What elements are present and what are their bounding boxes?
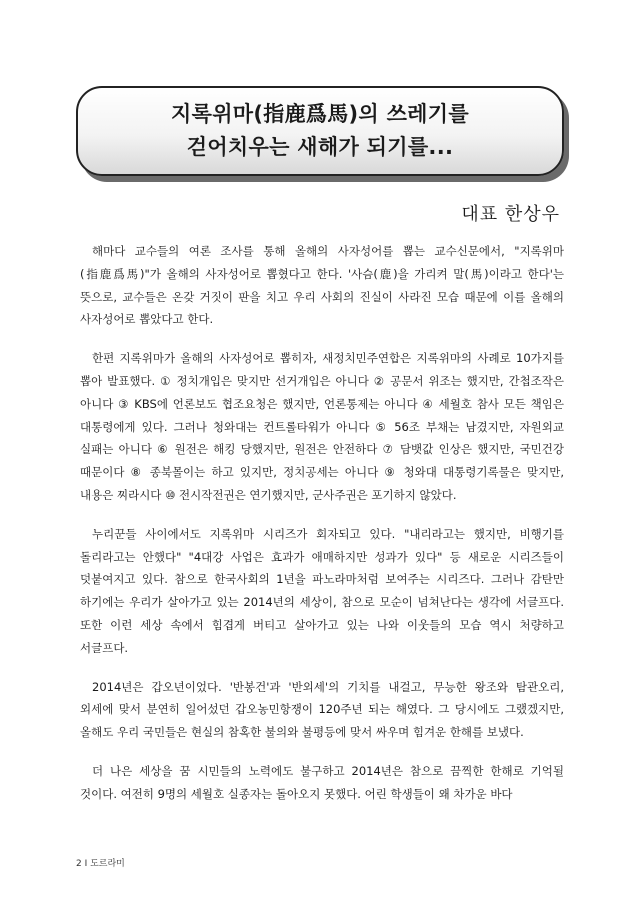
paragraph-3: 누리꾼들 사이에서도 지록위마 시리즈가 회자되고 있다. "내리라고는 했지만, 비행기를 돌리라고는 안했다" "4대강 사업은 효과가 애매하지만 성과가 있다" 등 새로운 시리즈들이 덧붙여지고 있다. 참으로 한국사회의 1년을 파노라마처럼 보여주는 시리즈다. 그러나 감탄만 하기에는 우리가 살아가고 있는 2014년의 세상이, 참으로 모순이 넘쳐난다는 생각에 서글프다. 또한 이런 세상 속에서 힘겹게 버티고 살아가고 있는 나와 이웃들의 모습 역시 처량하고 서글프다. — [80, 526, 564, 655]
title-line-1: 지록위마(指鹿爲馬)의 쓰레기를 — [171, 102, 469, 126]
page-footer: 2 I 도르라미 — [76, 859, 125, 869]
title-line-2: 걷어치우는 새해가 되기를... — [186, 135, 454, 159]
title-box — [76, 86, 564, 176]
paragraph-1: 해마다 교수들의 여론 조사를 통해 올해의 사자성어를 뽑는 교수신문에서, "지록위마(指鹿爲馬)"가 올해의 사자성어로 뽑혔다고 한다. '사슴(鹿)을 가리켜 말(馬)이라고 한다'는 뜻으로, 교수들은 온갖 거짓이 판을 치고 우리 사회의 진실이 사라진 모습 때문에 이를 올해의 사자성어로 뽑았다고 한다. — [80, 244, 564, 327]
paragraph-2: 한편 지록위마가 올해의 사자성어로 뽑히자, 새정치민주연합은 지록위마의 사례로 10가지를 뽑아 발표했다. ① 정치개입은 맞지만 선거개입은 아니다 ② 공문서 위조는 했지만, 간첩조작은 아니다 ③ KBS에 언론보도 협조요청은 했지만, 언론통제는 아니다 ④ 세월호 참사 모든 책임은 대통령에게 있다. 그러나 청와대는 컨트롤타워가 아니다 ⑤ 56조 부채는 남겼지만, 자원외교 실패는 아니다 ⑥ 원전은 해킹 당했지만, 원전은 안전하다 ⑦ 담뱃값 인상은 했지만, 국민건강 때문이다 ⑧ 종북몰이는 하고 있지만, 정치공세는 아니다 ⑨ 청와대 대통령기록물은 맞지만, 내용은 찌라시다 ⑩ 전시작전권은 연기했지만, 군사주권은 포기하지 않았다. — [80, 351, 564, 502]
paragraph-4: 2014년은 갑오년이었다. '반봉건'과 '반외세'의 기치를 내걸고, 무능한 왕조와 탐관오리, 외세에 맞서 분연히 일어섰던 갑오농민항쟁이 120주년 되는 해였다. 그 당시에도 그랬겠지만, 올해도 우리 국민들은 현실의 참혹한 불의와 불평등에 맞서 싸우며 힘겨운 한해를 보냈다. — [80, 679, 564, 740]
article-body — [80, 240, 564, 822]
paragraph-5: 더 나은 세상을 꿈 시민들의 노력에도 불구하고 2014년은 참으로 끔찍한 한해로 기억될 것이다. 여전히 9명의 세월호 실종자는 돌아오지 못했다. 어린 학생들이 왜 차가운 바다 — [80, 763, 564, 801]
author-byline: 대표 한상우 — [461, 204, 560, 225]
